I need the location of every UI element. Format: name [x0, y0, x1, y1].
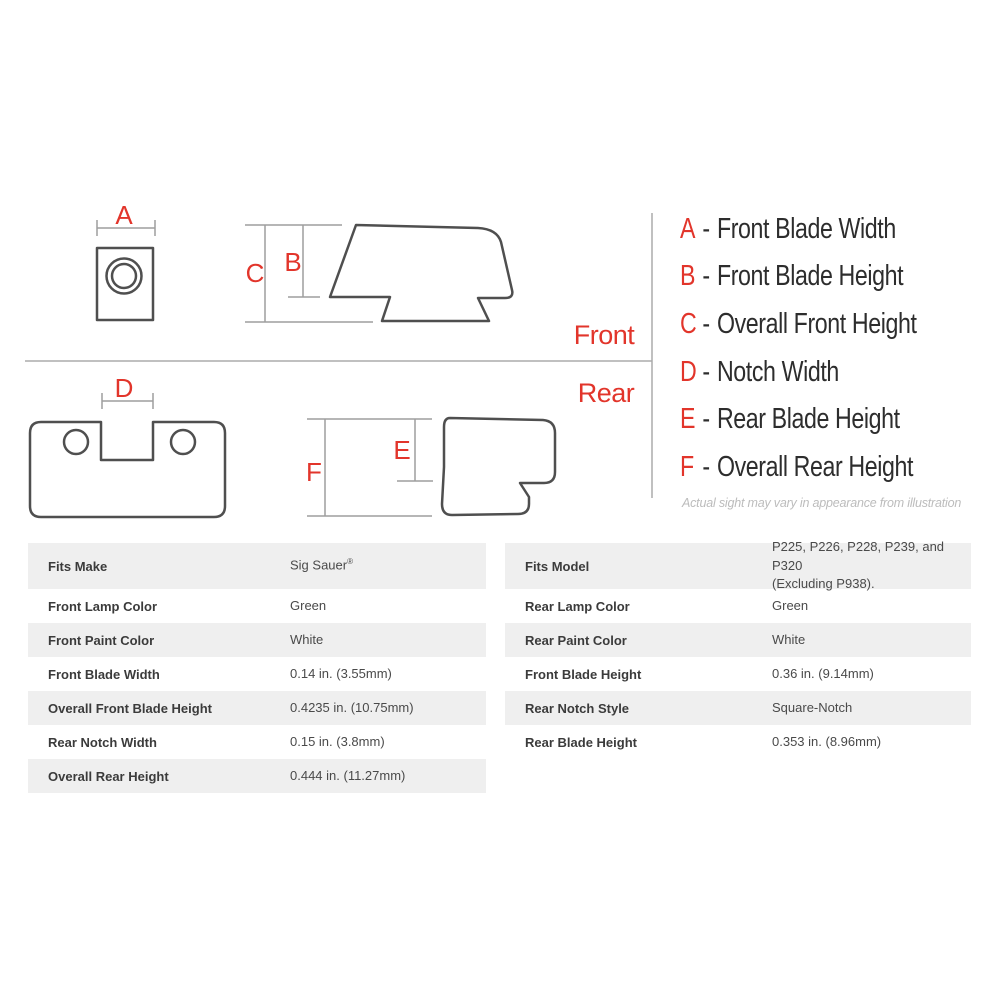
table-row [505, 725, 971, 759]
table-row [28, 657, 486, 691]
rear-sight-side-profile [442, 418, 555, 515]
legend-dash: - [702, 260, 710, 292]
spec-value: 0.14 in. (3.55mm) [290, 665, 392, 681]
legend-name-b: Front Blade Height [716, 260, 904, 292]
dim-label-d: D [114, 373, 134, 403]
legend-dash: - [702, 403, 710, 435]
legend-name-a: Front Blade Width [716, 213, 896, 245]
spec-value: Green [290, 597, 327, 613]
dim-label-b: B [284, 247, 302, 277]
legend-item-b [680, 260, 903, 293]
legend-item-e [680, 403, 900, 436]
dim-label-f: F [306, 457, 322, 487]
spec-value: White [290, 631, 324, 647]
spec-value-line2: (Excluding P938). [772, 576, 875, 592]
legend-letter-d: D [680, 356, 697, 388]
table-row [28, 589, 486, 623]
table-row [505, 691, 971, 725]
legend-name-e: Rear Blade Height [716, 403, 900, 435]
legend-letter-c: C [680, 308, 697, 340]
table-row [28, 543, 486, 589]
spec-value [772, 538, 971, 595]
legend-dash: - [702, 451, 710, 483]
spec-value: Green [772, 597, 809, 613]
table-row [28, 623, 486, 657]
table-row [505, 538, 971, 592]
spec-value: 0.4235 in. (10.75mm) [290, 699, 414, 715]
spec-label: Rear Notch Width [48, 734, 157, 750]
table-row [28, 759, 486, 793]
legend-dash: - [702, 356, 710, 388]
table-row [505, 623, 971, 657]
spec-label: Rear Lamp Color [525, 598, 630, 614]
legend-letter-b: B [680, 260, 696, 292]
registered-trademark-symbol: ® [347, 557, 353, 567]
legend-letter-f: F [680, 451, 694, 483]
legend-name-c: Overall Front Height [716, 308, 917, 340]
rear-section-label: Rear [577, 378, 635, 408]
spec-label: Overall Rear Height [48, 768, 169, 784]
legend-item-c [680, 308, 917, 341]
spec-value: 0.36 in. (9.14mm) [772, 665, 874, 681]
legend-dash: - [702, 308, 710, 340]
dim-label-a: A [115, 200, 133, 230]
spec-label: Front Blade Width [48, 666, 160, 682]
spec-value: 0.15 in. (3.8mm) [290, 733, 385, 749]
spec-value: Square-Notch [772, 699, 853, 715]
spec-label: Rear Blade Height [525, 734, 637, 750]
dim-label-e: E [393, 435, 411, 465]
spec-label: Fits Make [48, 558, 108, 574]
spec-label: Fits Model [525, 558, 590, 574]
table-row [505, 657, 971, 691]
spec-value [290, 556, 486, 575]
legend-name-f: Overall Rear Height [716, 451, 914, 483]
spec-table-left [28, 543, 486, 793]
spec-label: Overall Front Blade Height [48, 700, 212, 716]
spec-label: Front Blade Height [525, 666, 642, 682]
spec-label: Rear Notch Style [525, 700, 630, 716]
legend-item-a [680, 213, 896, 246]
legend-item-d [680, 356, 839, 389]
spec-label: Front Lamp Color [48, 598, 158, 614]
legend-item-f [680, 451, 913, 484]
spec-value-line1: P225, P226, P228, P239, and P320 [772, 538, 945, 573]
legend-letter-e: E [680, 403, 696, 435]
rear-sight-rear-view [30, 422, 225, 517]
table-row [28, 725, 486, 759]
disclaimer-text: Actual sight may vary in appearance from illustration [682, 496, 962, 510]
legend-dash: - [702, 213, 710, 245]
spec-value: 0.353 in. (8.96mm) [772, 733, 882, 749]
spec-table-right [505, 538, 971, 759]
spec-label: Rear Paint Color [525, 632, 627, 648]
spec-value: 0.444 in. (11.27mm) [290, 767, 406, 783]
spec-value-text: Sig Sauer [290, 557, 348, 573]
section-labels [574, 320, 636, 408]
dim-label-c: C [245, 258, 265, 288]
table-row [28, 691, 486, 725]
spec-label: Front Paint Color [48, 632, 155, 648]
front-section-label: Front [573, 320, 635, 350]
legend-name-d: Notch Width [716, 356, 839, 388]
legend-letter-a: A [680, 213, 696, 245]
front-sight-side-profile [330, 225, 512, 321]
spec-value: White [772, 631, 806, 647]
